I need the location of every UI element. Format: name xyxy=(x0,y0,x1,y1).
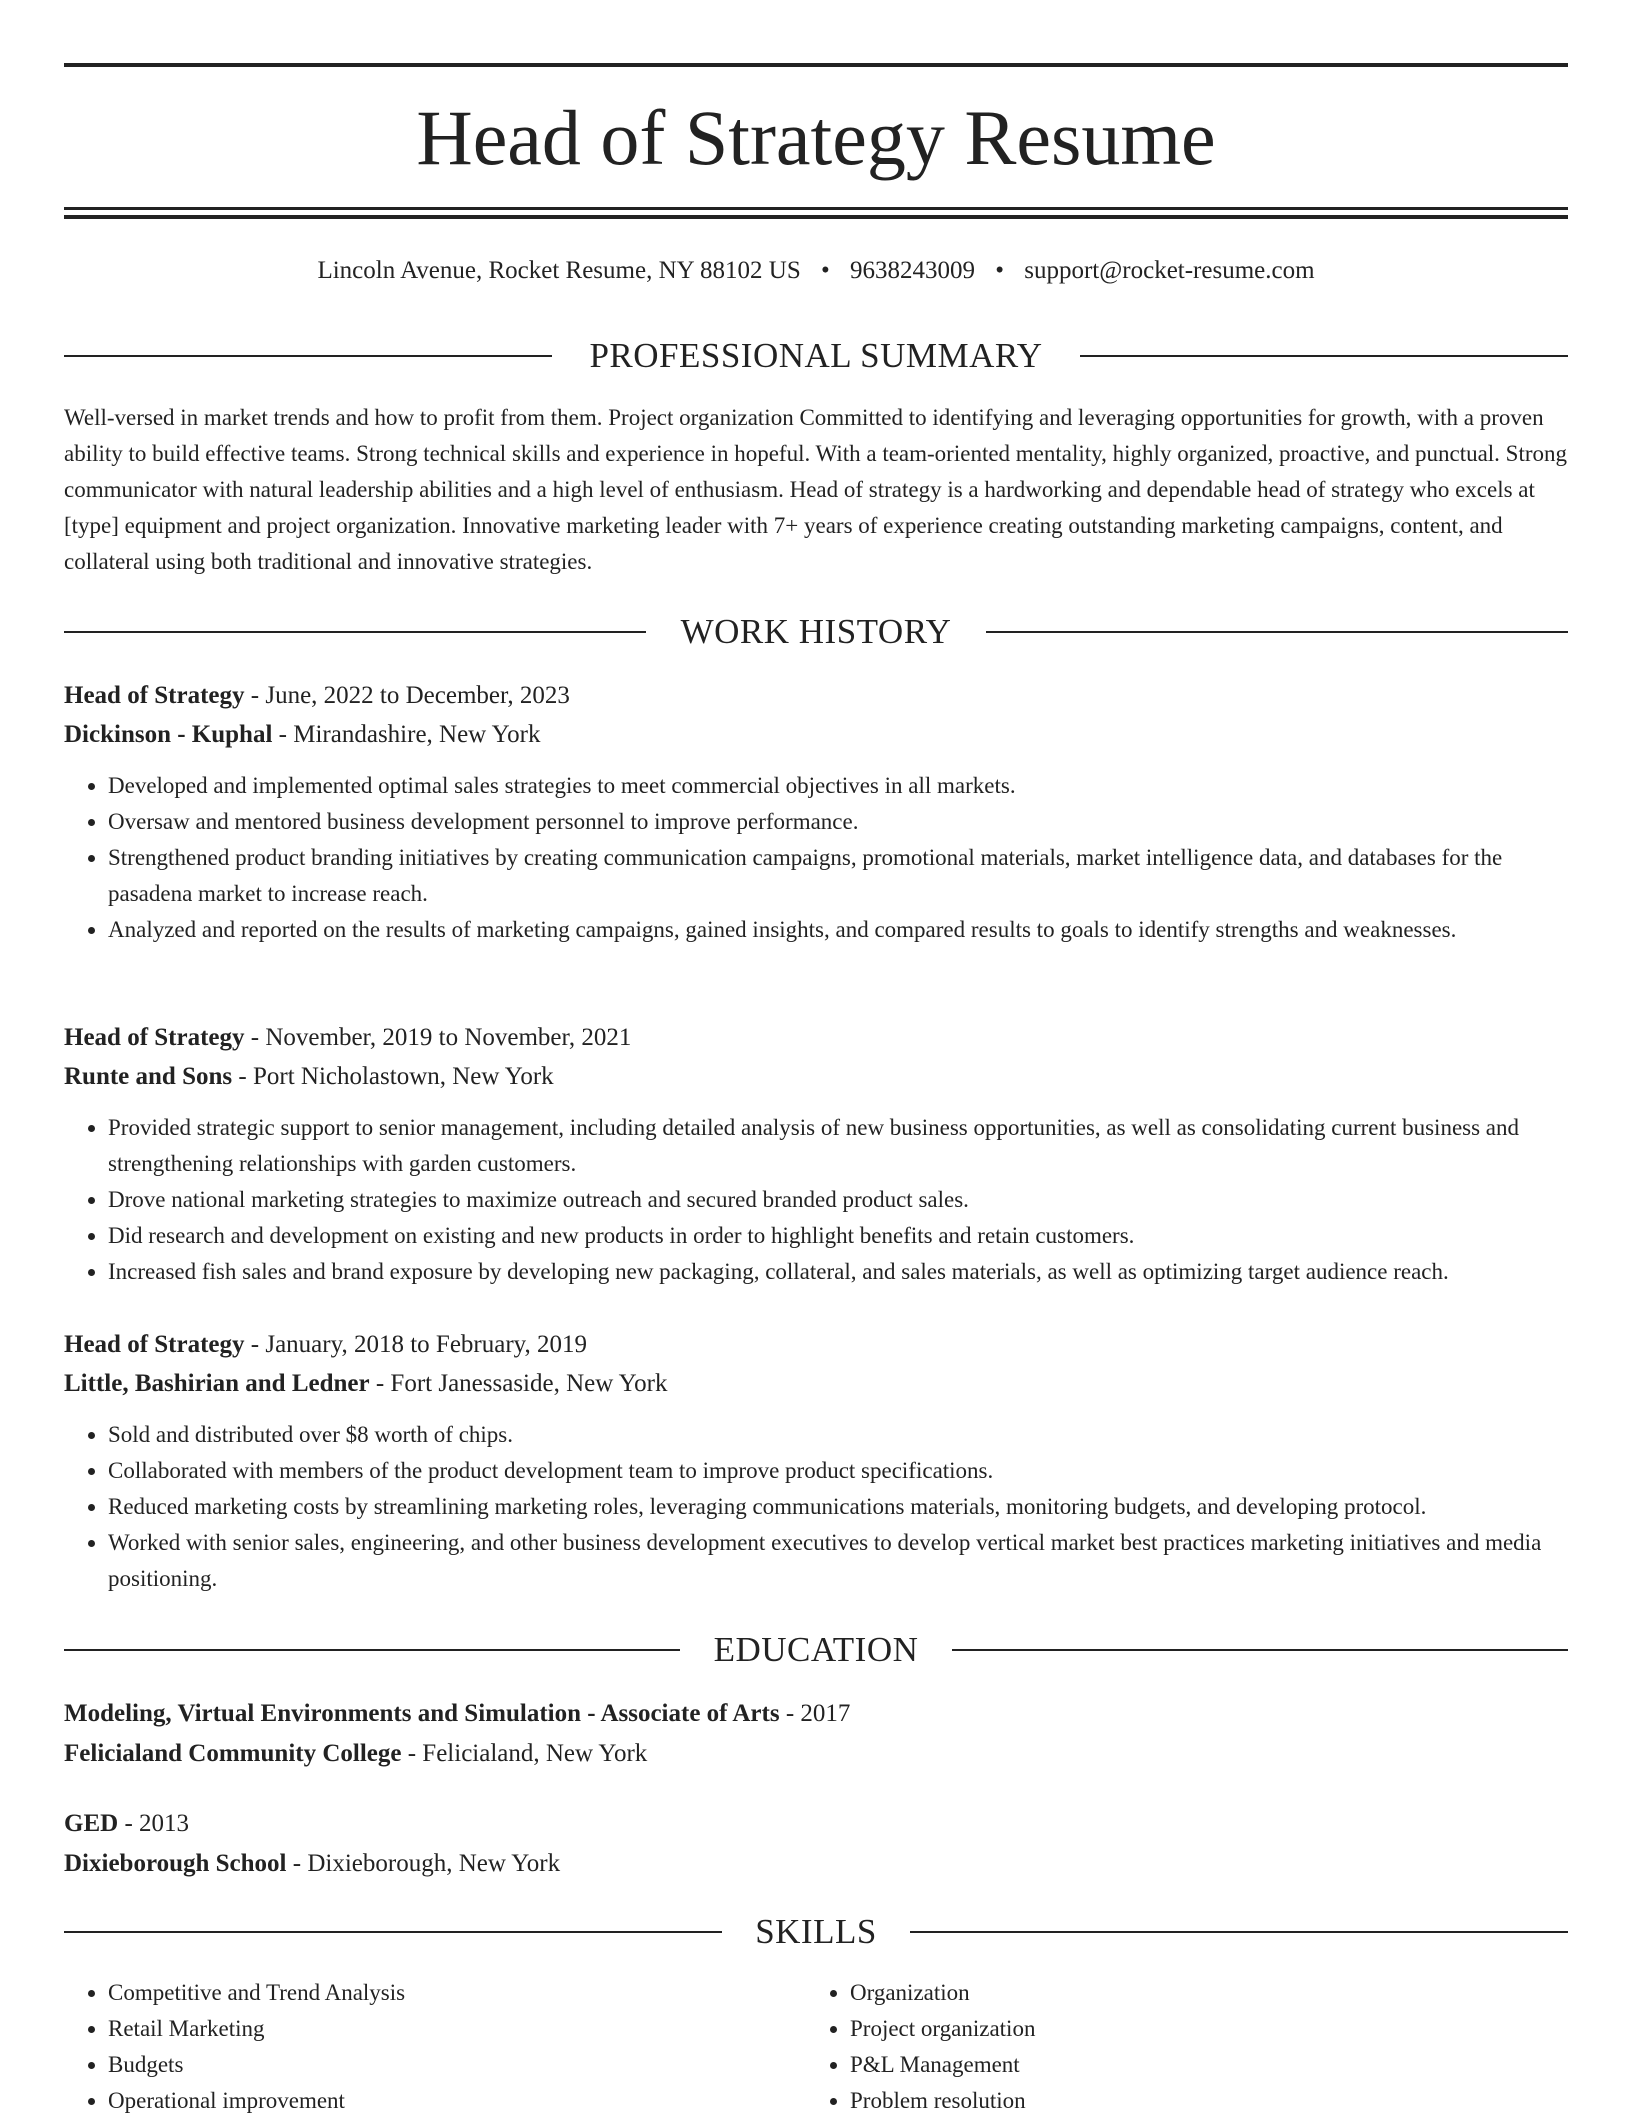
skill-item: • Competitive and Trend Analysis xyxy=(108,1975,804,2011)
skill-item: • Operational improvement xyxy=(108,2083,804,2119)
education-school: Dixieborough School xyxy=(64,1850,287,1877)
section-title: EDUCATION xyxy=(713,1630,919,1669)
section-title: SKILLS xyxy=(755,1912,877,1951)
contact-separator: • xyxy=(995,257,1004,284)
job-entry xyxy=(64,1018,1568,1290)
education-year: - 2017 xyxy=(779,1700,851,1727)
job-bullet: • Increased fish sales and brand exposure by developing new packaging, collateral, and sales materials, as well as optimizing target audience reach. xyxy=(108,1254,1568,1290)
job-dates: - January, 2018 to February, 2019 xyxy=(244,1331,588,1358)
education-school-line xyxy=(64,1844,1568,1884)
job-bullets xyxy=(64,1417,1568,1597)
job-title-line xyxy=(64,1018,1568,1057)
education-location: - Felicialand, New York xyxy=(401,1740,648,1767)
skills-list-left xyxy=(64,1975,804,2119)
skill-item: • Retail Marketing xyxy=(108,2011,804,2047)
job-bullet: • Did research and development on existing and new products in order to highlight benefits and retain customers. xyxy=(108,1218,1568,1254)
job-dates: - November, 2019 to November, 2021 xyxy=(244,1024,632,1051)
education-degree-line xyxy=(64,1694,1568,1734)
education-entry xyxy=(64,1694,1568,1774)
education-year: - 2013 xyxy=(118,1810,190,1837)
job-bullet: • Reduced marketing costs by streamlining marketing roles, leveraging communications materials, monitoring budgets, and developing protocol. xyxy=(108,1489,1568,1525)
education-entry xyxy=(64,1804,1568,1884)
job-bullet: • Sold and distributed over $8 worth of chips. xyxy=(108,1417,1568,1453)
job-title: Head of Strategy xyxy=(64,682,245,709)
job-bullet: • Strengthened product branding initiatives by creating communication campaigns, promotional materials, market intelligence data, and databases for the pasadena market to increase reach. xyxy=(108,840,1568,912)
summary-paragraph: Well-versed in market trends and how to profit from them. Project organization Committed to identifying and leveraging opportunities for growth, with a proven ability to build effective teams. Strong technical skills and experience in hopeful. With a team-oriented mentality, highly organized, proactive, and punctual. Strong communicator with natural leadership abilities and a high level of enthusiasm. Head of strategy is a hardworking and dependable head of strategy who excels at [type] equipment and project organization. Innovative marketing leader with 7+ years of experience creating outstanding marketing campaigns, content, and collateral using both traditional and innovative strategies. xyxy=(64,405,1568,574)
job-location: - Fort Janessaside, New York xyxy=(369,1370,668,1397)
job-title: Head of Strategy xyxy=(64,1024,245,1051)
job-company: Dickinson - Kuphal xyxy=(64,721,273,748)
job-title: Head of Strategy xyxy=(64,1331,245,1358)
section-heading-summary xyxy=(64,334,1568,378)
job-title-line xyxy=(64,676,1568,715)
job-company: Runte and Sons xyxy=(64,1063,233,1090)
job-bullets xyxy=(64,1110,1568,1290)
education-degree: GED xyxy=(64,1810,119,1837)
job-company-line xyxy=(64,1364,1568,1403)
education-location: - Dixieborough, New York xyxy=(286,1850,561,1877)
job-entry xyxy=(64,1325,1568,1597)
section-title: WORK HISTORY xyxy=(680,612,952,651)
contact-separator: • xyxy=(820,257,830,284)
education-degree-line xyxy=(64,1804,1568,1844)
job-company-line xyxy=(64,1057,1568,1096)
job-bullet: • Oversaw and mentored business development personnel to improve performance. xyxy=(108,804,1568,840)
education-school: Felicialand Community College xyxy=(64,1740,402,1767)
section-heading-work-history xyxy=(64,610,1568,654)
skill-item: • P&L Management xyxy=(850,2047,1568,2083)
skill-item: • Project organization xyxy=(850,2011,1568,2047)
job-title-line xyxy=(64,1325,1568,1364)
section-title: PROFESSIONAL SUMMARY xyxy=(589,336,1043,375)
job-bullets xyxy=(64,768,1568,948)
top-rule xyxy=(64,63,1568,67)
skill-item: • Problem resolution xyxy=(850,2083,1568,2119)
job-bullet: • Worked with senior sales, engineering, and other business development executives to develop vertical market best practices marketing initiatives and media positioning. xyxy=(108,1525,1568,1597)
section-heading-education xyxy=(64,1628,1568,1672)
job-location: - Port Nicholastown, New York xyxy=(232,1063,554,1090)
job-dates: - June, 2022 to December, 2023 xyxy=(244,682,570,709)
contact-line xyxy=(64,254,1568,288)
contact-address: Lincoln Avenue, Rocket Resume, NY 88102 US xyxy=(317,257,801,284)
job-company: Little, Bashirian and Ledner xyxy=(64,1370,370,1397)
job-location: - Mirandashire, New York xyxy=(272,721,541,748)
job-bullet: • Provided strategic support to senior management, including detailed analysis of new business opportunities, as well as consolidating current business and strengthening relationships with garden customers. xyxy=(108,1110,1568,1182)
education-school-line xyxy=(64,1734,1568,1774)
contact-email: support@rocket-resume.com xyxy=(1024,257,1315,284)
skill-item: • Organization xyxy=(850,1975,1568,2011)
section-heading-skills xyxy=(64,1910,1568,1954)
job-bullet: • Analyzed and reported on the results of marketing campaigns, gained insights, and compared results to goals to identify strengths and weaknesses. xyxy=(108,912,1568,948)
skills-list-right xyxy=(806,1975,1568,2119)
resume-title: Head of Strategy Resume xyxy=(416,94,1216,181)
job-bullet: • Drove national marketing strategies to maximize outreach and secured branded product sales. xyxy=(108,1182,1568,1218)
education-degree: Modeling, Virtual Environments and Simulation - Associate of Arts xyxy=(64,1700,780,1727)
title-rule-lower xyxy=(64,215,1568,219)
job-entry xyxy=(64,676,1568,948)
job-company-line xyxy=(64,715,1568,754)
skill-item: • Budgets xyxy=(108,2047,804,2083)
contact-phone: 9638243009 xyxy=(849,257,975,284)
job-bullet: • Collaborated with members of the product development team to improve product specifications. xyxy=(108,1453,1568,1489)
title-rule-upper xyxy=(64,207,1568,210)
job-bullet: • Developed and implemented optimal sales strategies to meet commercial objectives in all markets. xyxy=(108,768,1568,804)
